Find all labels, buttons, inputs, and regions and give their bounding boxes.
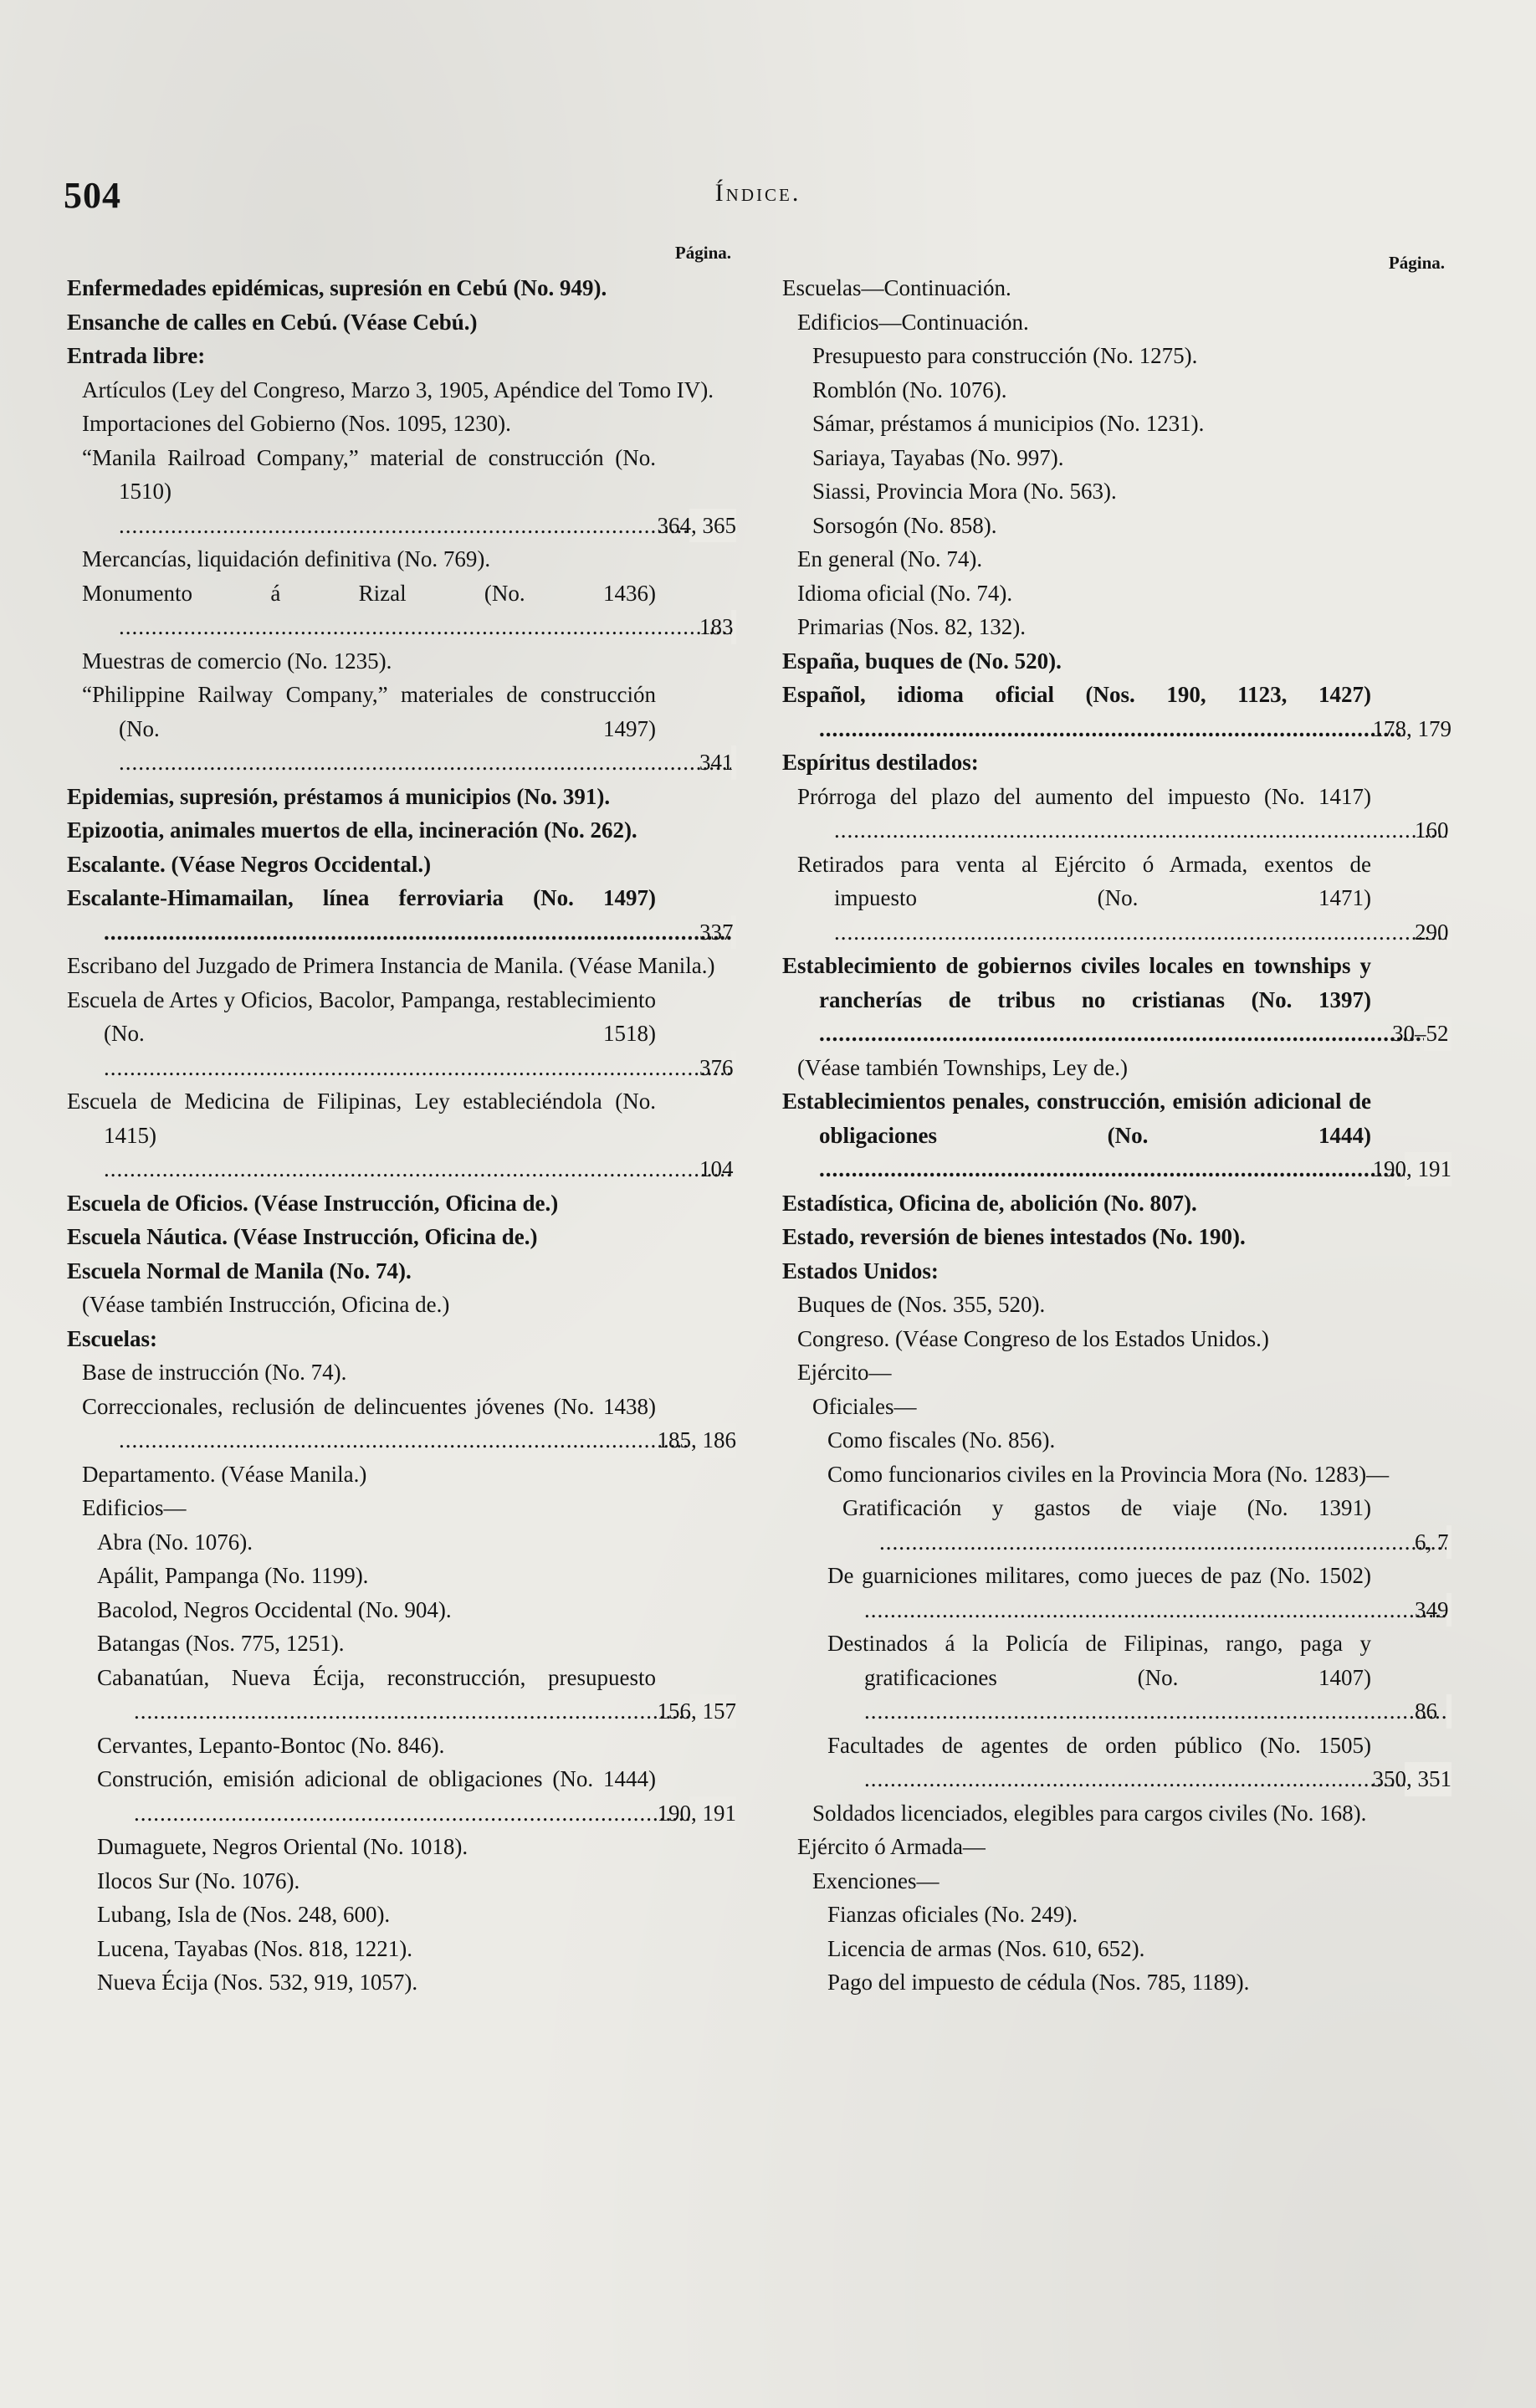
index-entry-page-ref: 350, 351 xyxy=(1405,1762,1452,1796)
index-entry xyxy=(67,1220,736,1254)
index-entry-page-ref: 190, 191 xyxy=(1405,1152,1452,1186)
page-number: 504 xyxy=(64,175,121,216)
index-entry xyxy=(67,1661,736,1729)
column-label-pagina: Página. xyxy=(674,243,731,263)
index-entry-page-ref: 30–52 xyxy=(1424,1017,1452,1051)
index-entry xyxy=(782,1390,1452,1424)
index-entry xyxy=(67,780,736,814)
index-entry-text: Correccionales, reclusión de delincuentes jóvenes (No. 1438) ..... xyxy=(82,1394,736,1453)
index-entry-text: Licencia de armas (Nos. 610, 652). xyxy=(827,1935,1145,1961)
index-entry-text: Escuelas: xyxy=(67,1325,157,1351)
index-entry-page-ref: 349 xyxy=(1446,1593,1452,1627)
index-entry-text: Muestras de comercio (No. 1235). xyxy=(82,648,392,674)
index-entry xyxy=(67,678,736,780)
index-entry xyxy=(67,1898,736,1932)
index-entry-text: Lucena, Tayabas (Nos. 818, 1221). xyxy=(97,1935,413,1961)
index-entry xyxy=(67,373,736,407)
index-entry xyxy=(67,1627,736,1661)
index-entry-text: España, buques de (No. 520). xyxy=(782,648,1062,674)
index-entry-text: Base de instrucción (No. 74). xyxy=(82,1360,347,1385)
index-entry-text: Facultades de agentes de orden público (No. 1505) ..... xyxy=(827,1733,1452,1792)
index-entry xyxy=(67,1729,736,1763)
index-entry xyxy=(782,271,1452,305)
index-entry-text: Fianzas oficiales (No. 249). xyxy=(827,1902,1078,1927)
index-entry xyxy=(782,576,1452,611)
index-entry xyxy=(782,1423,1452,1458)
index-entry-text: Sorsogón (No. 858). xyxy=(812,512,997,538)
index-entry xyxy=(67,1864,736,1898)
index-entry-text: Construción, emisión adicional de obligaciones (No. 1444) ..... xyxy=(97,1766,736,1826)
entry-list xyxy=(782,271,1452,2000)
index-entry-text: Como fiscales (No. 856). xyxy=(827,1427,1056,1452)
index-entry xyxy=(67,1593,736,1627)
index-entry-text: Escuela Náutica. (Véase Instrucción, Oficina de.) xyxy=(67,1224,538,1249)
index-entry-text: Escalante-Himamailan, línea ferroviaria (No. 1497) ..... xyxy=(67,885,736,945)
index-entry-text: Batangas (Nos. 775, 1251). xyxy=(97,1631,345,1656)
index-entry xyxy=(782,1559,1452,1627)
index-entry xyxy=(67,1525,736,1560)
index-entry-text: Buques de (Nos. 355, 520). xyxy=(797,1292,1046,1317)
index-entry-text: Importaciones del Gobierno (Nos. 1095, 1230). xyxy=(82,411,511,436)
index-entry xyxy=(67,1491,736,1525)
index-entry xyxy=(782,1458,1452,1492)
index-entry xyxy=(782,1322,1452,1356)
index-entry-text: En general (No. 74). xyxy=(797,546,983,571)
index-entry-page-ref: 376 xyxy=(731,1051,736,1085)
index-entry xyxy=(782,305,1452,340)
index-entry-text: Epizootia, animales muertos de ella, incineración (No. 262). xyxy=(67,817,637,843)
index-entry-text: Mercancías, liquidación definitiva (No. 769). xyxy=(82,546,491,571)
index-entry xyxy=(782,1220,1452,1254)
index-entry xyxy=(67,1932,736,1966)
index-entry xyxy=(782,848,1452,950)
index-entry xyxy=(67,1965,736,2000)
index-entry-text: Estado, reversión de bienes intestados (No. 190). xyxy=(782,1224,1246,1249)
index-entry xyxy=(782,678,1452,745)
page-title: Índice. xyxy=(714,179,801,207)
index-entry-text: Escuela Normal de Manila (No. 74). xyxy=(67,1258,412,1283)
index-entry-text: Ejército— xyxy=(797,1360,892,1385)
index-entry-page-ref: 6, 7 xyxy=(1446,1525,1452,1560)
index-entry-text: Como funcionarios civiles en la Provincia Mora (No. 1283)— xyxy=(827,1461,1390,1487)
index-entry-text: Enfermedades epidémicas, supresión en Cebú (No. 949). xyxy=(67,275,607,300)
index-entry-text: Escuela de Oficios. (Véase Instrucción, Oficina de.) xyxy=(67,1190,559,1216)
index-entry xyxy=(67,813,736,848)
index-entry xyxy=(782,1830,1452,1864)
index-entry xyxy=(67,1355,736,1390)
index-entry-text: Ejército ó Armada— xyxy=(797,1834,986,1859)
index-entry xyxy=(782,949,1452,1051)
index-entry-text: Departamento. (Véase Manila.) xyxy=(82,1461,367,1487)
index-entry-text: (Véase también Instrucción, Oficina de.) xyxy=(82,1292,450,1317)
index-entry xyxy=(782,1796,1452,1831)
index-entry-text: Artículos (Ley del Congreso, Marzo 3, 1905, Apéndice del Tomo IV). xyxy=(82,377,714,402)
index-entry xyxy=(782,1729,1452,1796)
index-entry xyxy=(782,1288,1452,1322)
index-entry xyxy=(67,1559,736,1593)
index-entry xyxy=(67,339,736,373)
index-entry xyxy=(67,949,736,983)
index-entry-text: Idioma oficial (No. 74). xyxy=(797,580,1013,606)
index-entry xyxy=(67,576,736,644)
index-entry xyxy=(782,1932,1452,1966)
index-entry-text: Espíritus destilados: xyxy=(782,750,979,775)
index-entry xyxy=(67,542,736,576)
index-entry-text: “Manila Railroad Company,” material de construcción (No. 1510) ..... xyxy=(82,445,736,538)
index-entry xyxy=(67,1390,736,1458)
index-entry-text: Sámar, préstamos á municipios (No. 1231). xyxy=(812,411,1205,436)
index-entry-page-ref: 290 xyxy=(1446,915,1452,950)
index-entry xyxy=(782,407,1452,441)
index-entry-text: Destinados á la Policía de Filipinas, rango, paga y gratificaciones (No. 1407) ..... xyxy=(827,1631,1452,1724)
index-entry-text: Pago del impuesto de cédula (Nos. 785, 1189). xyxy=(827,1970,1250,1995)
index-entry-text: Establecimiento de gobiernos civiles locales en townships y rancherías de tribus no cristianas (No. 1397) ..... xyxy=(782,953,1452,1046)
index-entry xyxy=(67,407,736,441)
index-entry-text: Soldados licenciados, elegibles para cargos civiles (No. 168). xyxy=(812,1800,1367,1826)
index-entry xyxy=(782,644,1452,679)
index-entry-text: Escuela de Medicina de Filipinas, Ley estableciéndola (No. 1415) ..... xyxy=(67,1089,736,1181)
index-entry xyxy=(782,1491,1452,1559)
index-entry-text: Retirados para venta al Ejército ó Armada, exentos de impuesto (No. 1471) ..... xyxy=(797,852,1452,945)
index-entry-text: Escribano del Juzgado de Primera Instancia de Manila. (Véase Manila.) xyxy=(67,953,715,978)
index-entry-page-ref: 178, 179 xyxy=(1405,712,1452,746)
index-entry-text: De guarniciones militares, como jueces de paz (No. 1502) ..... xyxy=(827,1563,1452,1622)
index-entry xyxy=(67,1830,736,1864)
index-entry-page-ref: 104 xyxy=(731,1152,736,1186)
index-entry-page-ref: 86 xyxy=(1446,1694,1452,1729)
index-entry-text: Primarias (Nos. 82, 132). xyxy=(797,614,1026,639)
index-entry xyxy=(782,610,1452,644)
index-entry-text: Presupuesto para construcción (No. 1275). xyxy=(812,343,1198,368)
index-entry-text: Cervantes, Lepanto-Bontoc (No. 846). xyxy=(97,1732,445,1758)
index-entry-text: “Philippine Railway Company,” materiales de construcción (No. 1497) ..... xyxy=(82,682,736,775)
index-entry-text: Lubang, Isla de (Nos. 248, 600). xyxy=(97,1902,391,1927)
index-entry xyxy=(782,1355,1452,1390)
index-entry xyxy=(782,474,1452,509)
index-entry-text: Monumento á Rizal (No. 1436) ..... xyxy=(82,581,736,640)
index-entry-text: Estados Unidos: xyxy=(782,1258,939,1283)
index-entry xyxy=(782,1898,1452,1932)
index-entry-text: Escuela de Artes y Oficios, Bacolor, Pampanga, restablecimiento (No. 1518) ..... xyxy=(67,987,736,1080)
index-entry xyxy=(67,305,736,340)
index-entry xyxy=(782,373,1452,407)
index-entry-text: Ilocos Sur (No. 1076). xyxy=(97,1867,300,1893)
index-entry xyxy=(67,1084,736,1186)
index-entry-text: Estadística, Oficina de, abolición (No. 807). xyxy=(782,1190,1197,1216)
index-entry xyxy=(67,848,736,882)
index-entry-text: Epidemias, supresión, préstamos á municipios (No. 391). xyxy=(67,783,611,809)
index-entry-page-ref: 156, 157 xyxy=(689,1694,737,1729)
index-entry xyxy=(67,983,736,1085)
index-entry xyxy=(782,542,1452,576)
index-entry-page-ref: 341 xyxy=(731,745,736,780)
index-entry-text: (Véase también Townships, Ley de.) xyxy=(797,1054,1129,1080)
index-entry xyxy=(782,339,1452,373)
index-entry-text: Siassi, Provincia Mora (No. 563). xyxy=(812,479,1117,504)
index-entry-page-ref: 160 xyxy=(1446,813,1452,848)
index-entry xyxy=(67,1254,736,1289)
index-entry-text: Gratificación y gastos de viaje (No. 1391) ..... xyxy=(842,1495,1452,1555)
index-entry xyxy=(782,509,1452,543)
index-entry xyxy=(782,1186,1452,1221)
index-entry xyxy=(782,1627,1452,1729)
index-entry-text: Romblón (No. 1076). xyxy=(812,377,1007,402)
index-entry-text: Español, idioma oficial (Nos. 190, 1123, 1427) ..... xyxy=(782,682,1452,741)
index-entry-text: Ensanche de calles en Cebú. (Véase Cebú.) xyxy=(67,309,478,335)
index-entry-text: Prórroga del plazo del aumento del impuesto (No. 1417) ..... xyxy=(797,784,1452,843)
index-entry xyxy=(67,1458,736,1492)
index-entry xyxy=(782,780,1452,848)
index-entry xyxy=(67,1762,736,1830)
index-entry-text: Cabanatúan, Nueva Écija, reconstrucción, presupuesto ..... xyxy=(97,1665,736,1724)
index-entry-text: Entrada libre: xyxy=(67,343,206,368)
index-column-right xyxy=(782,243,1452,2000)
index-entry xyxy=(67,1186,736,1221)
index-entry xyxy=(782,745,1452,780)
index-entry xyxy=(67,441,736,543)
index-entry-text: Nueva Écija (Nos. 532, 919, 1057). xyxy=(97,1970,418,1995)
index-entry-text: Oficiales— xyxy=(812,1393,917,1419)
index-column-left xyxy=(67,243,736,2000)
index-entry-text: Apálit, Pampanga (No. 1199). xyxy=(97,1563,369,1588)
index-entry xyxy=(67,881,736,949)
index-entry xyxy=(782,1965,1452,2000)
index-entry xyxy=(782,1051,1452,1085)
index-entry-text: Congreso. (Véase Congreso de los Estados Unidos.) xyxy=(797,1325,1269,1351)
index-entry-page-ref: 185, 186 xyxy=(689,1423,737,1458)
index-entry-text: Bacolod, Negros Occidental (No. 904). xyxy=(97,1596,452,1622)
index-entry xyxy=(67,1322,736,1356)
running-head xyxy=(64,174,1452,224)
index-entry-text: Exenciones— xyxy=(812,1867,940,1893)
index-entry xyxy=(67,644,736,679)
index-entry-page-ref: 364, 365 xyxy=(689,509,737,543)
index-entry xyxy=(67,1288,736,1322)
index-entry xyxy=(782,441,1452,475)
index-entry-text: Edificios—Continuación. xyxy=(797,309,1029,335)
index-entry xyxy=(782,1084,1452,1186)
index-entry-text: Abra (No. 1076). xyxy=(97,1529,253,1555)
index-entry-page-ref: 337 xyxy=(731,915,736,950)
index-entry-text: Dumaguete, Negros Oriental (No. 1018). xyxy=(97,1834,468,1859)
index-entry-text: Escalante. (Véase Negros Occidental.) xyxy=(67,851,432,877)
index-entry-text: Escuelas—Continuación. xyxy=(782,275,1011,300)
index-entry xyxy=(782,1254,1452,1289)
index-entry xyxy=(67,271,736,305)
entry-list xyxy=(67,271,736,2000)
index-entry-text: Sariaya, Tayabas (No. 997). xyxy=(812,444,1064,470)
index-entry-text: Establecimientos penales, construcción, emisión adicional de obligaciones (No. 1444) ..... xyxy=(782,1089,1452,1181)
index-entry-text: Edificios— xyxy=(82,1495,187,1520)
index-entry-page-ref: 183 xyxy=(731,610,736,644)
column-label-pagina: Página. xyxy=(1388,253,1445,273)
index-entry xyxy=(782,1864,1452,1898)
index-entry-page-ref: 190, 191 xyxy=(689,1796,737,1831)
